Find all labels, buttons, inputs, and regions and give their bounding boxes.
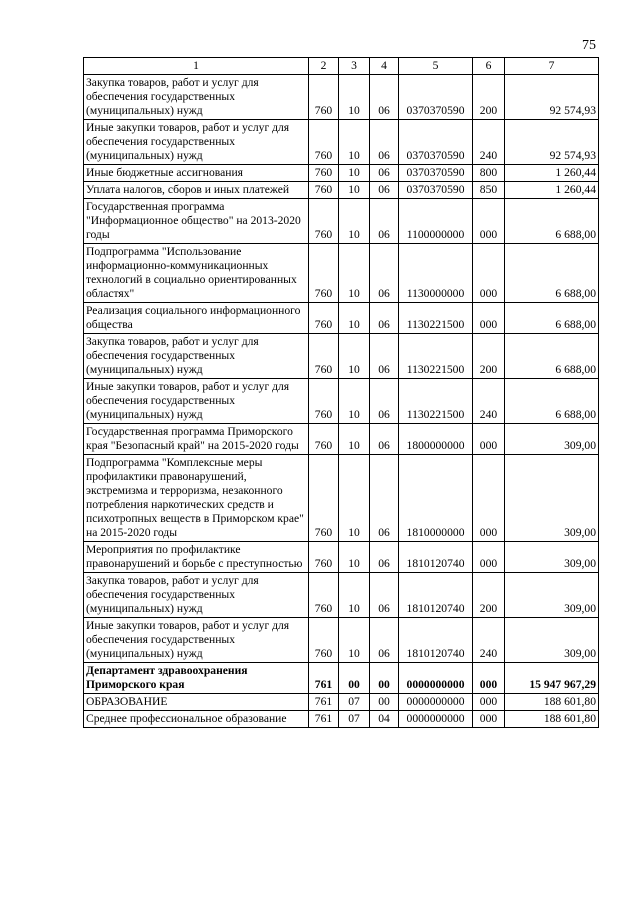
cell-expense-type: 200 xyxy=(473,334,505,379)
cell-target-article: 1100000000 xyxy=(399,199,473,244)
column-header: 1 xyxy=(84,58,309,75)
table-row xyxy=(84,199,599,244)
cell-target-article: 1800000000 xyxy=(399,424,473,455)
table-row xyxy=(84,303,599,334)
cell-subsection: 06 xyxy=(370,120,399,165)
cell-name: Подпрограмма "Комплексные меры профилактики правонарушений, экстремизма и терроризма, незаконного потребления наркотических средств и психотропных веществ в Приморском крае" на 2015-2020 годы xyxy=(84,455,309,542)
cell-target-article: 1810120740 xyxy=(399,573,473,618)
table-row xyxy=(84,182,599,199)
table-row xyxy=(84,694,599,711)
cell-section: 10 xyxy=(339,303,370,334)
cell-subsection: 06 xyxy=(370,334,399,379)
cell-name: Государственная программа Приморского края "Безопасный край" на 2015-2020 годы xyxy=(84,424,309,455)
cell-target-article: 1130221500 xyxy=(399,379,473,424)
cell-section: 10 xyxy=(339,334,370,379)
table-row xyxy=(84,573,599,618)
cell-target-article: 1130000000 xyxy=(399,244,473,303)
cell-subsection: 06 xyxy=(370,618,399,663)
cell-amount: 6 688,00 xyxy=(505,334,599,379)
cell-expense-type: 240 xyxy=(473,120,505,165)
cell-section: 07 xyxy=(339,711,370,728)
cell-name: Иные закупки товаров, работ и услуг для обеспечения государственных (муниципальных) нужд xyxy=(84,120,309,165)
cell-target-article: 0000000000 xyxy=(399,711,473,728)
table-row xyxy=(84,711,599,728)
table-row xyxy=(84,542,599,573)
cell-subsection: 00 xyxy=(370,694,399,711)
cell-target-article: 1810120740 xyxy=(399,618,473,663)
cell-expense-type: 000 xyxy=(473,455,505,542)
table-row xyxy=(84,120,599,165)
column-header: 3 xyxy=(339,58,370,75)
cell-target-article: 1130221500 xyxy=(399,303,473,334)
cell-amount: 6 688,00 xyxy=(505,379,599,424)
cell-expense-type: 240 xyxy=(473,379,505,424)
column-header: 7 xyxy=(505,58,599,75)
cell-ministry: 761 xyxy=(309,711,339,728)
table-row xyxy=(84,618,599,663)
cell-amount: 6 688,00 xyxy=(505,199,599,244)
cell-expense-type: 000 xyxy=(473,711,505,728)
cell-subsection: 06 xyxy=(370,182,399,199)
cell-ministry: 760 xyxy=(309,244,339,303)
cell-target-article: 0370370590 xyxy=(399,182,473,199)
table-row xyxy=(84,244,599,303)
cell-section: 10 xyxy=(339,542,370,573)
cell-ministry: 760 xyxy=(309,303,339,334)
cell-expense-type: 000 xyxy=(473,303,505,334)
cell-name: Государственная программа "Информационное общество" на 2013-2020 годы xyxy=(84,199,309,244)
table-row xyxy=(84,379,599,424)
cell-name: Подпрограмма "Использование информационно-коммуникационных технологий в социально ориентированных областях" xyxy=(84,244,309,303)
cell-name: Департамент здравоохранения Приморского края xyxy=(84,663,309,694)
cell-name: Иные закупки товаров, работ и услуг для обеспечения государственных (муниципальных) нужд xyxy=(84,379,309,424)
cell-ministry: 760 xyxy=(309,120,339,165)
cell-amount: 1 260,44 xyxy=(505,165,599,182)
cell-amount: 6 688,00 xyxy=(505,303,599,334)
page-number: 75 xyxy=(582,38,596,53)
table-row xyxy=(84,455,599,542)
cell-subsection: 06 xyxy=(370,573,399,618)
cell-section: 10 xyxy=(339,165,370,182)
cell-subsection: 06 xyxy=(370,199,399,244)
cell-section: 10 xyxy=(339,244,370,303)
cell-amount: 188 601,80 xyxy=(505,711,599,728)
cell-amount: 1 260,44 xyxy=(505,182,599,199)
cell-name: Уплата налогов, сборов и иных платежей xyxy=(84,182,309,199)
cell-section: 10 xyxy=(339,379,370,424)
cell-subsection: 06 xyxy=(370,424,399,455)
column-header: 2 xyxy=(309,58,339,75)
cell-amount: 6 688,00 xyxy=(505,244,599,303)
cell-expense-type: 000 xyxy=(473,199,505,244)
cell-ministry: 760 xyxy=(309,455,339,542)
cell-target-article: 1810000000 xyxy=(399,455,473,542)
cell-expense-type: 000 xyxy=(473,694,505,711)
cell-ministry: 760 xyxy=(309,424,339,455)
cell-section: 10 xyxy=(339,199,370,244)
cell-expense-type: 000 xyxy=(473,244,505,303)
cell-target-article: 0370370590 xyxy=(399,165,473,182)
cell-section: 07 xyxy=(339,694,370,711)
cell-amount: 309,00 xyxy=(505,618,599,663)
cell-expense-type: 200 xyxy=(473,75,505,120)
cell-target-article: 0000000000 xyxy=(399,663,473,694)
cell-target-article: 1810120740 xyxy=(399,542,473,573)
cell-section: 10 xyxy=(339,182,370,199)
cell-section: 10 xyxy=(339,120,370,165)
cell-target-article: 0000000000 xyxy=(399,694,473,711)
cell-section: 10 xyxy=(339,573,370,618)
budget-table xyxy=(83,57,599,728)
cell-section: 10 xyxy=(339,424,370,455)
table-row xyxy=(84,663,599,694)
cell-name: Среднее профессиональное образование xyxy=(84,711,309,728)
cell-subsection: 06 xyxy=(370,75,399,120)
cell-subsection: 06 xyxy=(370,379,399,424)
cell-amount: 309,00 xyxy=(505,424,599,455)
cell-subsection: 06 xyxy=(370,455,399,542)
cell-amount: 309,00 xyxy=(505,455,599,542)
cell-subsection: 06 xyxy=(370,244,399,303)
cell-ministry: 760 xyxy=(309,75,339,120)
cell-ministry: 760 xyxy=(309,379,339,424)
cell-name: Реализация социального информационного общества xyxy=(84,303,309,334)
column-header: 5 xyxy=(399,58,473,75)
cell-name: ОБРАЗОВАНИЕ xyxy=(84,694,309,711)
cell-expense-type: 850 xyxy=(473,182,505,199)
cell-subsection: 06 xyxy=(370,542,399,573)
cell-ministry: 761 xyxy=(309,663,339,694)
cell-expense-type: 240 xyxy=(473,618,505,663)
cell-name: Закупка товаров, работ и услуг для обеспечения государственных (муниципальных) нужд xyxy=(84,573,309,618)
cell-ministry: 761 xyxy=(309,694,339,711)
cell-subsection: 06 xyxy=(370,165,399,182)
cell-ministry: 760 xyxy=(309,334,339,379)
table-row xyxy=(84,75,599,120)
cell-subsection: 00 xyxy=(370,663,399,694)
cell-target-article: 0370370590 xyxy=(399,75,473,120)
cell-ministry: 760 xyxy=(309,199,339,244)
cell-name: Закупка товаров, работ и услуг для обеспечения государственных (муниципальных) нужд xyxy=(84,75,309,120)
cell-section: 10 xyxy=(339,618,370,663)
cell-amount: 309,00 xyxy=(505,573,599,618)
cell-ministry: 760 xyxy=(309,618,339,663)
cell-name: Мероприятия по профилактике правонарушений и борьбе с преступностью xyxy=(84,542,309,573)
cell-expense-type: 000 xyxy=(473,542,505,573)
table-row xyxy=(84,165,599,182)
cell-subsection: 04 xyxy=(370,711,399,728)
cell-name: Закупка товаров, работ и услуг для обеспечения государственных (муниципальных) нужд xyxy=(84,334,309,379)
table-row xyxy=(84,424,599,455)
cell-amount: 92 574,93 xyxy=(505,75,599,120)
cell-target-article: 1130221500 xyxy=(399,334,473,379)
cell-name: Иные бюджетные ассигнования xyxy=(84,165,309,182)
cell-ministry: 760 xyxy=(309,542,339,573)
table-row xyxy=(84,334,599,379)
column-header: 4 xyxy=(370,58,399,75)
cell-ministry: 760 xyxy=(309,165,339,182)
cell-ministry: 760 xyxy=(309,573,339,618)
cell-target-article: 0370370590 xyxy=(399,120,473,165)
cell-name: Иные закупки товаров, работ и услуг для обеспечения государственных (муниципальных) нужд xyxy=(84,618,309,663)
cell-amount: 188 601,80 xyxy=(505,694,599,711)
cell-amount: 309,00 xyxy=(505,542,599,573)
cell-amount: 15 947 967,29 xyxy=(505,663,599,694)
column-header: 6 xyxy=(473,58,505,75)
cell-section: 10 xyxy=(339,75,370,120)
cell-expense-type: 200 xyxy=(473,573,505,618)
cell-section: 00 xyxy=(339,663,370,694)
cell-subsection: 06 xyxy=(370,303,399,334)
table-header-row xyxy=(84,58,599,75)
cell-expense-type: 800 xyxy=(473,165,505,182)
cell-amount: 92 574,93 xyxy=(505,120,599,165)
cell-section: 10 xyxy=(339,455,370,542)
cell-ministry: 760 xyxy=(309,182,339,199)
cell-expense-type: 000 xyxy=(473,663,505,694)
cell-expense-type: 000 xyxy=(473,424,505,455)
